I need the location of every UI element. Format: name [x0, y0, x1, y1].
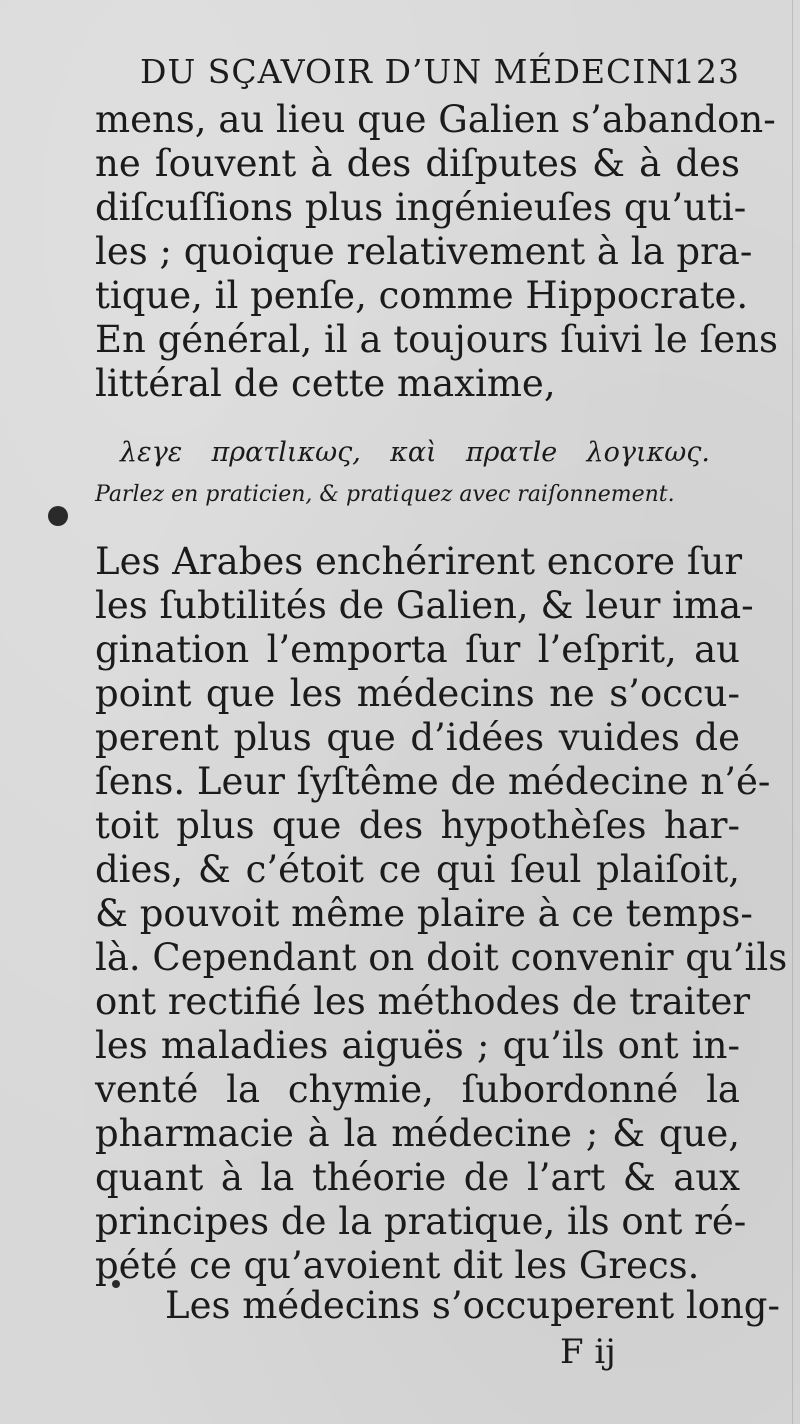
text-line: dies, & c’étoit ce qui ſeul plaiſoit, — [95, 848, 740, 891]
text-line: tique, il penſe, comme Hippocrate. — [95, 274, 749, 317]
signature-mark: F ij — [560, 1332, 616, 1372]
text-line: Les Arabes enchérirent encore ſur — [95, 540, 743, 583]
ink-blot — [48, 506, 68, 526]
text-line: toit plus que des hypothèſes har- — [95, 804, 740, 847]
text-line: ne ſouvent à des diſputes & à des — [95, 142, 740, 185]
text-line: les ſubtilités de Galien, & leur ima- — [95, 584, 754, 627]
page-number: 123 — [674, 52, 740, 91]
text-line: pharmacie à la médecine ; & que, — [95, 1112, 740, 1155]
text-line: En général, il a toujours ſuivi le ſens — [95, 318, 779, 361]
text-line: là. Cependant on doit convenir qu’ils — [95, 936, 788, 979]
text-line: gination l’emporta ſur l’eſprit, au — [95, 628, 740, 671]
text-line: diſcuſſions plus ingénieuſes qu’uti- — [95, 186, 747, 229]
greek-maxim: λεγε πρατlικως, καὶ πρατle λογικως. — [120, 437, 710, 468]
text-line: mens, au lieu que Galien s’abandon- — [95, 98, 776, 141]
text-line: pété ce qu’avoient dit les Grecs. — [95, 1244, 700, 1287]
text-line: ont rectifié les méthodes de traiter — [95, 980, 751, 1023]
text-line: ſens. Leur ſyſtême de médecine n’é- — [95, 760, 771, 803]
text-line: littéral de cette maxime, — [95, 362, 556, 405]
maxim-translation: Parlez en praticien, & pratiquez avec raiſonnement. — [95, 482, 675, 507]
page-edge-shadow — [792, 0, 793, 1424]
text-line: les maladies aiguës ; qu’ils ont in- — [95, 1024, 740, 1067]
text-line: principes de la pratique, ils ont ré- — [95, 1200, 747, 1243]
text-line: point que les médecins ne s’occu- — [95, 672, 740, 715]
text-line: & pouvoit même plaire à ce temps- — [95, 892, 753, 935]
text-line: les ; quoique relativement à la pra- — [95, 230, 753, 273]
text-line: perent plus que d’idées vuides de — [95, 716, 740, 759]
text-line: quant à la théorie de l’art & aux — [95, 1156, 740, 1199]
running-header — [140, 52, 740, 92]
running-title: DU SÇAVOIR D’UN MÉDECIN. — [140, 52, 686, 91]
text-line: Les médecins s’occuperent long- — [165, 1284, 780, 1327]
text-line: venté la chymie, ſubordonné la — [95, 1068, 740, 1111]
